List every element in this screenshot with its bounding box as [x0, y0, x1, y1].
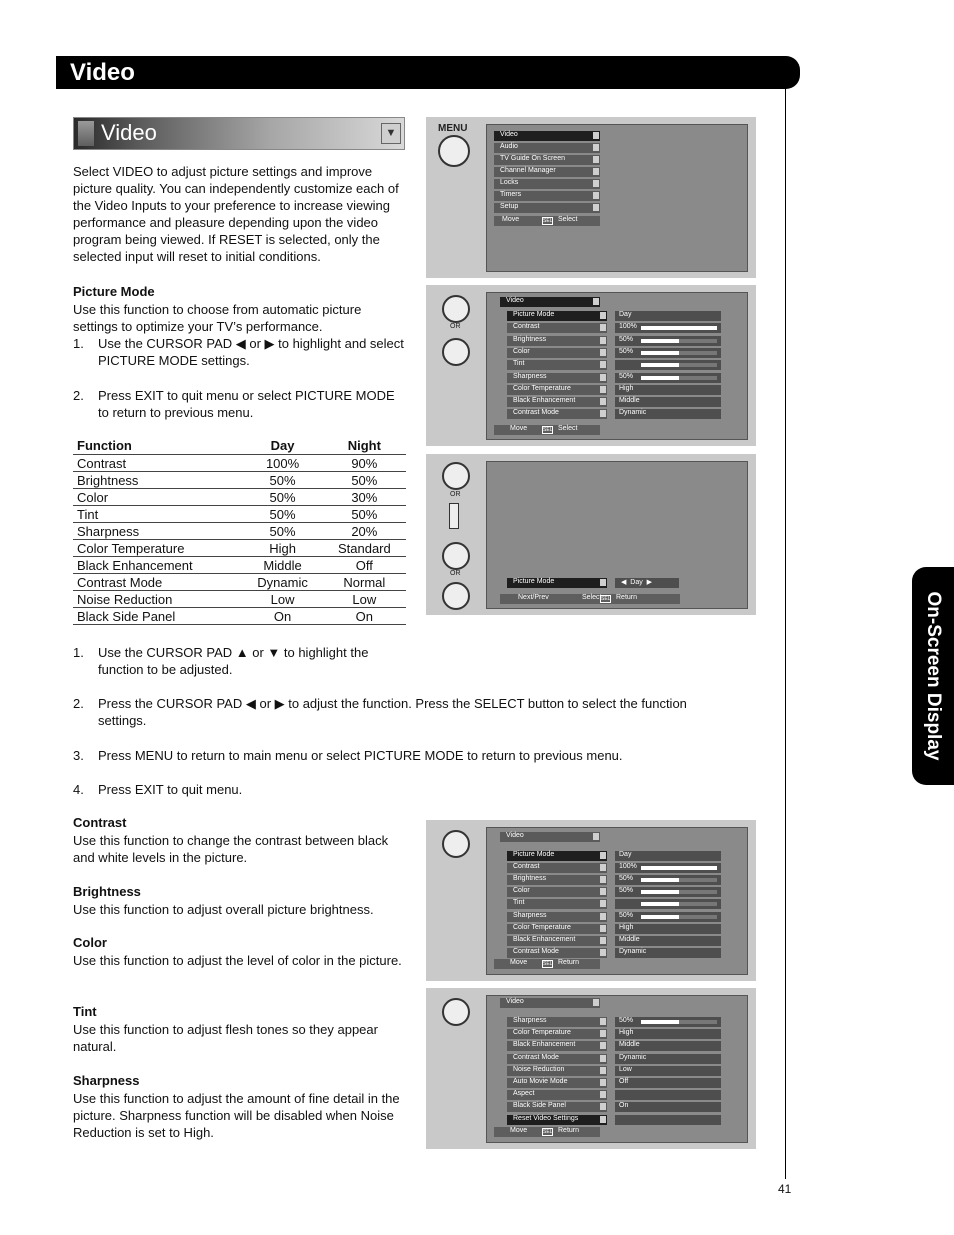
sel-badge: SEL — [601, 596, 611, 602]
osd-panel-video-return — [426, 820, 756, 981]
main-menu-item[interactable]: Channel Manager — [494, 167, 600, 177]
video-menu-value: On — [615, 1102, 721, 1112]
osd-panel-picture-mode — [426, 454, 756, 615]
day-cell: 50% — [242, 489, 322, 506]
color-heading: Color — [73, 935, 107, 950]
sel-badge: SEL — [543, 427, 553, 433]
sel-badge: SEL — [543, 218, 553, 224]
night-cell: Standard — [323, 540, 406, 557]
or-label: OR — [450, 491, 461, 498]
step-2: 2. Press the CURSOR PAD ◀ or ▶ to adjust the function. Press the SELECT button to select the function settings. — [73, 695, 733, 729]
video-menu-value: 50% — [615, 1017, 721, 1027]
select-label: Select — [582, 594, 602, 601]
video-menu-item[interactable]: Black Enhancement — [507, 397, 607, 407]
picture-mode-value: ◀ Day ▶ — [615, 578, 679, 588]
level-bar-fill — [641, 363, 679, 367]
video-menu-item[interactable]: Sharpness — [507, 373, 607, 383]
function-cell: Black Side Panel — [73, 608, 242, 625]
pm-step-2: 2. Press EXIT to quit menu or select PICTURE MODE to return to previous menu. — [73, 387, 408, 421]
table-header-row — [73, 436, 406, 455]
sharpness-heading: Sharpness — [73, 1073, 140, 1088]
video-menu-item[interactable]: Contrast Mode — [507, 409, 607, 419]
osd-footer — [494, 216, 600, 226]
night-cell: 90% — [323, 455, 406, 472]
osd-panel-video-menu — [426, 285, 756, 446]
table-row — [73, 472, 406, 489]
video-menu-value: Day — [615, 851, 721, 861]
or-label-2: OR — [450, 570, 461, 577]
video-menu-item[interactable]: Contrast — [507, 863, 607, 873]
video-menu-value: Middle — [615, 397, 721, 407]
select-button-icon — [442, 295, 470, 323]
video-menu-item[interactable]: Black Side Panel — [507, 1102, 607, 1112]
level-bar-fill — [641, 915, 679, 919]
video-menu-value — [615, 1090, 721, 1100]
contrast-heading: Contrast — [73, 815, 127, 830]
level-bar-fill — [641, 376, 679, 380]
video-menu-value: Middle — [615, 1041, 721, 1051]
video-title: Video — [500, 998, 600, 1008]
video-menu-item[interactable]: Aspect — [507, 1090, 607, 1100]
video-menu-value: Dynamic — [615, 409, 721, 419]
osd-footer — [494, 959, 600, 969]
function-cell: Sharpness — [73, 523, 242, 540]
return-label: Return — [558, 1127, 580, 1134]
or-label: OR — [450, 323, 461, 330]
osd-footer — [494, 425, 600, 435]
video-menu-item[interactable]: Contrast — [507, 323, 607, 333]
sel-badge: SEL — [543, 1129, 553, 1135]
step-1: 1. Use the CURSOR PAD ▲ or ▼ to highlight the function to be adjusted. — [73, 644, 408, 678]
brightness-desc: Use this function to adjust overall picture brightness. — [73, 902, 374, 917]
video-menu-item[interactable]: Tint — [507, 899, 607, 909]
video-menu-item[interactable]: Color — [507, 887, 607, 897]
video-menu-item[interactable]: Auto Movie Mode — [507, 1078, 607, 1088]
main-menu-item[interactable]: Audio — [494, 143, 600, 153]
video-menu-item[interactable]: Sharpness — [507, 912, 607, 922]
sharpness-desc: Use this function to adjust the amount of fine detail in the picture. Sharpness function will be disabled when Noise Reduction is set to High. — [73, 1091, 400, 1141]
level-bar-fill — [641, 1020, 679, 1024]
video-menu-value: Low — [615, 1066, 721, 1076]
step-2-text: Press the CURSOR PAD ◀ or ▶ to adjust the function. Press the SELECT button to select the function settings. — [98, 696, 687, 729]
video-menu-item[interactable]: Black Enhancement — [507, 1041, 607, 1051]
video-menu-item[interactable]: Color Temperature — [507, 385, 607, 395]
video-menu-value: 50% — [615, 887, 721, 897]
video-menu-item[interactable]: Contrast Mode — [507, 948, 607, 958]
select-label: Select — [558, 425, 578, 432]
night-cell: Low — [323, 591, 406, 608]
function-cell: Color Temperature — [73, 540, 242, 557]
nextprev-label: Next/Prev — [518, 594, 549, 601]
day-cell: 50% — [242, 506, 322, 523]
video-menu-item[interactable]: Color Temperature — [507, 924, 607, 934]
level-bar-fill — [641, 326, 717, 330]
table-row — [73, 540, 406, 557]
return-label: Return — [558, 959, 580, 966]
night-cell: 20% — [323, 523, 406, 540]
video-menu-value: Dynamic — [615, 948, 721, 958]
video-menu-item[interactable]: Brightness — [507, 336, 607, 346]
page-number: 41 — [778, 1182, 792, 1196]
day-cell: High — [242, 540, 322, 557]
night-cell: Normal — [323, 574, 406, 591]
cursor-pad-icon — [442, 338, 470, 366]
function-cell: Brightness — [73, 472, 242, 489]
cursor-pad-icon-2 — [442, 582, 470, 610]
video-menu-item[interactable]: Noise Reduction — [507, 1066, 607, 1076]
day-cell: 100% — [242, 455, 322, 472]
side-tab — [912, 567, 954, 785]
video-title: Video — [500, 832, 600, 842]
day-cell: On — [242, 608, 322, 625]
day-cell: Low — [242, 591, 322, 608]
video-menu-item[interactable]: Tint — [507, 360, 607, 370]
osd-footer — [494, 1127, 600, 1137]
cursor-pad-icon — [442, 830, 470, 858]
level-bar-fill — [641, 890, 679, 894]
video-menu-value: 100% — [615, 863, 721, 873]
video-menu-item[interactable]: Reset Video Settings — [507, 1115, 607, 1125]
step-3-text: Press MENU to return to main menu or select PICTURE MODE to return to previous menu. — [98, 748, 623, 763]
table-row — [73, 591, 406, 608]
video-menu-value: 50% — [615, 336, 721, 346]
select-label: Select — [558, 216, 578, 223]
video-menu-item[interactable]: Black Enhancement — [507, 936, 607, 946]
night-cell: 50% — [323, 506, 406, 523]
intro-text: Select VIDEO to adjust picture settings and improve picture quality. You can independently customize each of the Video Inputs to your preference to increase viewing performance and pleasure depending upon the video program being viewed. If RESET is selected, only the selected input will reset to initial conditions. — [73, 164, 399, 265]
function-cell: Tint — [73, 506, 242, 523]
pm-step-1-text: Use the CURSOR PAD ◀ or ▶ to highlight and select PICTURE MODE settings. — [98, 336, 404, 369]
function-cell: Noise Reduction — [73, 591, 242, 608]
chevron-down-icon: ▼ — [381, 123, 401, 144]
tint-heading: Tint — [73, 1004, 97, 1019]
table-row — [73, 523, 406, 540]
video-title: Video — [500, 297, 600, 307]
video-menu-value: 50% — [615, 373, 721, 383]
day-cell: 50% — [242, 523, 322, 540]
function-cell: Contrast Mode — [73, 574, 242, 591]
move-label: Move — [510, 959, 528, 966]
video-menu-value: Dynamic — [615, 1054, 721, 1064]
video-menu-item[interactable]: Color — [507, 348, 607, 358]
col-night: Night — [347, 437, 381, 453]
move-label: Move — [510, 425, 528, 432]
menu-button-icon — [438, 135, 470, 167]
video-menu-value: Day — [615, 311, 721, 321]
level-bar-fill — [641, 902, 679, 906]
move-label: Move — [502, 216, 520, 223]
move-label: Move — [510, 1127, 528, 1134]
contrast-desc: Use this function to change the contrast between black and white levels in the picture. — [73, 833, 389, 866]
picture-mode-desc: Use this function to choose from automatic picture settings to optimize your TV’s performance. — [73, 302, 362, 335]
osd-panel-video-page2 — [426, 988, 756, 1149]
video-menu-value: Off — [615, 1078, 721, 1088]
table-row — [73, 608, 406, 625]
tint-desc: Use this function to adjust flesh tones so they appear natural. — [73, 1022, 378, 1055]
level-bar-fill — [641, 878, 679, 882]
main-menu-item[interactable]: Video — [494, 131, 600, 141]
section-header — [73, 117, 405, 150]
table-row — [73, 455, 406, 472]
night-cell: Off — [323, 557, 406, 574]
video-menu-item[interactable]: Picture Mode — [507, 851, 607, 861]
cursor-pad-icon — [442, 462, 470, 490]
main-menu-item[interactable]: TV Guide On Screen — [494, 155, 600, 165]
picture-mode-heading: Picture Mode — [73, 284, 155, 299]
col-function: Function — [77, 437, 132, 453]
main-menu-item[interactable]: Locks — [494, 179, 600, 189]
step-4-text: Press EXIT to quit menu. — [98, 782, 243, 797]
video-menu-item[interactable]: Contrast Mode — [507, 1054, 607, 1064]
level-bar-fill — [641, 866, 717, 870]
video-menu-item[interactable]: Color Temperature — [507, 1029, 607, 1039]
section-notch — [78, 121, 94, 146]
sel-badge: SEL — [543, 961, 553, 967]
video-menu-value: High — [615, 924, 721, 934]
level-bar-fill — [641, 351, 679, 355]
osd-screen — [486, 827, 748, 975]
night-cell: 30% — [323, 489, 406, 506]
video-menu-item[interactable]: Brightness — [507, 875, 607, 885]
select-button-icon — [442, 542, 470, 570]
menu-label: MENU — [438, 123, 468, 134]
osd-panel-main-menu — [426, 117, 756, 278]
table-row — [73, 557, 406, 574]
function-cell: Black Enhancement — [73, 557, 242, 574]
osd-footer — [500, 594, 680, 604]
step-1-text: Use the CURSOR PAD ▲ or ▼ to highlight the function to be adjusted. — [98, 645, 369, 678]
video-menu-value: 50% — [615, 875, 721, 885]
video-menu-item[interactable]: Picture Mode — [507, 311, 607, 321]
page-title-bar — [56, 56, 800, 89]
divider-line — [785, 89, 786, 1179]
day-cell: Dynamic — [242, 574, 322, 591]
pm-step-1: 1. Use the CURSOR PAD ◀ or ▶ to highlight and select PICTURE MODE settings. — [73, 335, 408, 369]
video-menu-value: High — [615, 385, 721, 395]
day-cell: Middle — [242, 557, 322, 574]
osd-screen — [486, 995, 748, 1143]
side-tab-label: On-Screen Display — [923, 591, 944, 761]
step-3: 3. Press MENU to return to main menu or select PICTURE MODE to return to previous menu. — [73, 747, 733, 764]
cursor-pad-icon — [442, 998, 470, 1026]
col-day: Day — [270, 437, 295, 453]
color-desc: Use this function to adjust the level of color in the picture. — [73, 953, 402, 968]
function-cell: Contrast — [73, 455, 242, 472]
night-cell: On — [323, 608, 406, 625]
video-menu-value — [615, 899, 721, 909]
table-row — [73, 574, 406, 591]
video-menu-item[interactable]: Sharpness — [507, 1017, 607, 1027]
video-menu-value — [615, 360, 721, 370]
step-4: 4. Press EXIT to quit menu. — [73, 781, 733, 798]
table-row — [73, 506, 406, 523]
night-cell: 50% — [323, 472, 406, 489]
video-menu-value: High — [615, 1029, 721, 1039]
pm-step-2-text: Press EXIT to quit menu or select PICTURE MODE to return to previous menu. — [98, 388, 395, 421]
page-title: Video — [70, 59, 135, 86]
video-menu-value — [615, 1115, 721, 1125]
video-menu-value: 100% — [615, 323, 721, 333]
picture-mode-item: Picture Mode — [507, 578, 607, 588]
section-title: Video — [101, 120, 157, 145]
return-label: Return — [616, 594, 638, 601]
level-bar-fill — [641, 339, 679, 343]
day-cell: 50% — [242, 472, 322, 489]
video-menu-value: 50% — [615, 348, 721, 358]
osd-screen — [486, 292, 748, 440]
video-menu-value: Middle — [615, 936, 721, 946]
picture-mode-table — [73, 436, 406, 625]
function-cell: Color — [73, 489, 242, 506]
video-menu-value: 50% — [615, 912, 721, 922]
main-menu-item[interactable]: Timers — [494, 191, 600, 201]
osd-screen — [486, 461, 748, 609]
osd-screen — [486, 124, 748, 272]
channel-rocker-icon — [449, 503, 459, 529]
brightness-heading: Brightness — [73, 884, 141, 899]
table-row — [73, 489, 406, 506]
main-menu-item[interactable]: Setup — [494, 203, 600, 213]
